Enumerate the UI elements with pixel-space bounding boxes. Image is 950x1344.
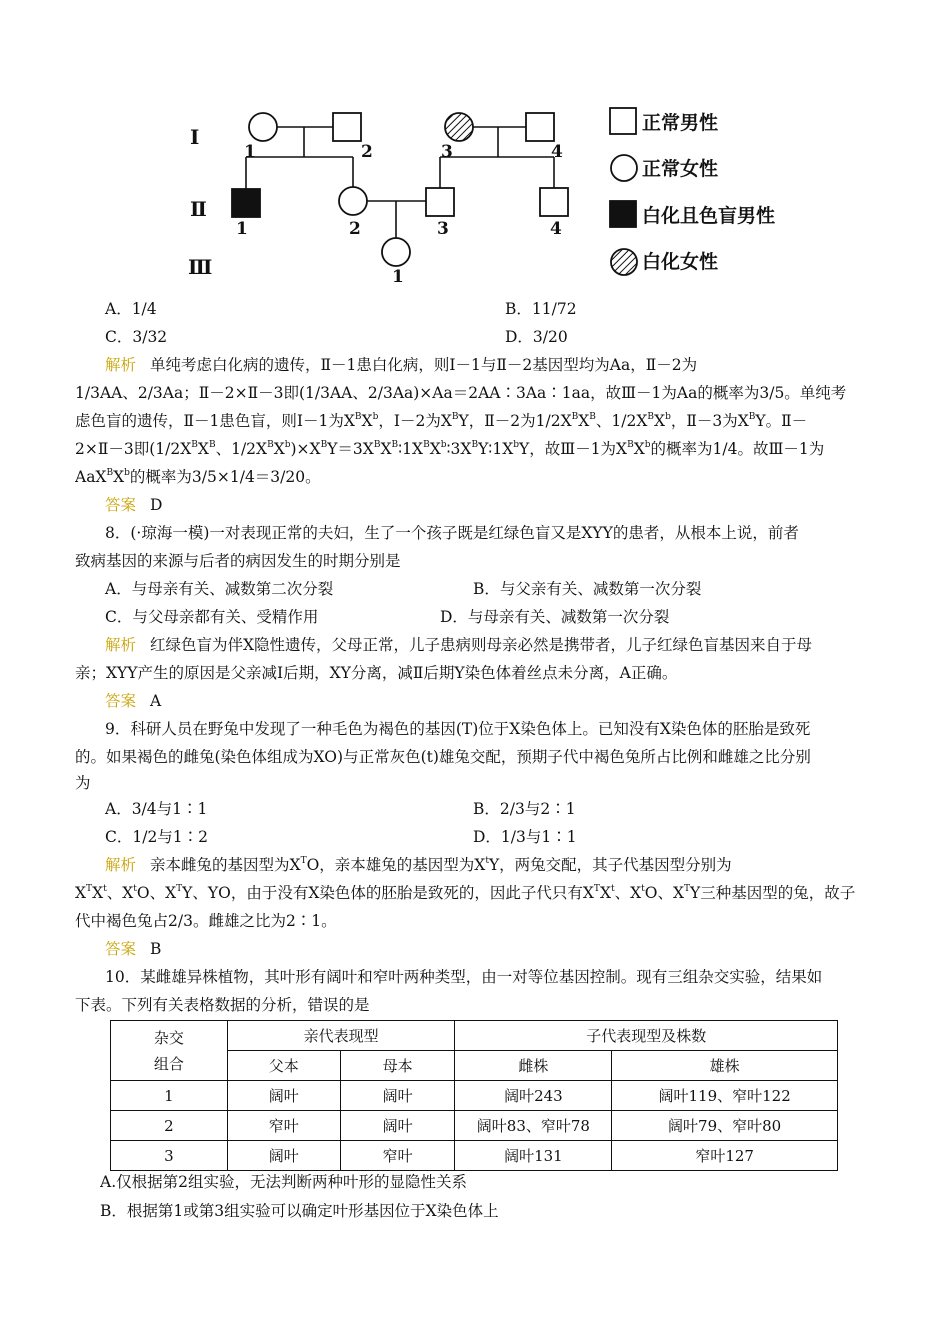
normal-male-symbol [426,188,454,216]
normal-female-symbol [339,187,367,215]
q8-answer-line [105,691,887,711]
gen1-number: 3 [441,142,453,162]
q10-stem-line: 下表。下列有关表格数据的分析，错误的是 [75,996,370,1014]
q9-answer: B [150,940,162,958]
gen1-number: 4 [551,142,563,162]
q8-stem-line: 致病基因的来源与后者的病因发生的时期分别是 [75,552,401,570]
legend-albino-female-icon [611,249,637,275]
table-cell: 阔叶 [227,1141,340,1171]
generation-label-2: Ⅱ [190,197,207,221]
analysis-label: 解析 [105,636,137,654]
q7-analysis-line [105,355,887,375]
header-combo-line: 组合 [153,1054,184,1073]
gen1-number: 1 [244,142,256,162]
q7-option-a: A．1/4 [105,300,157,318]
albino-female-symbol [445,113,473,141]
table-cell: 阔叶83、窄叶78 [455,1111,612,1141]
table-cell: 窄叶 [227,1111,340,1141]
normal-male-symbol [540,188,568,216]
table-row [111,1081,838,1111]
generation-label-1: Ⅰ [190,125,200,149]
q8-option-c: C．与父母亲都有关、受精作用 [105,608,319,626]
normal-female-symbol [249,113,277,141]
table-cell: 阔叶 [227,1081,340,1111]
header-female: 雌株 [455,1051,612,1081]
q8-option-d: D．与母亲有关、减数第一次分裂 [440,608,670,626]
q8-analysis-text: 红绿色盲为伴X隐性遗传，父母正常，儿子患病则母亲必然是携带者，儿子红绿色盲基因来自于母 [150,636,813,654]
legend-affected-male-icon [610,201,636,227]
q9-option-b: B．2/3与2∶1 [473,800,576,818]
q7-option-b: B．11/72 [505,300,577,318]
q9-analysis-text: 亲本雌兔的基因型为$X^TO$，亲本雄兔的基因型为$X^tY$，两兔交配，其子代基因型分别为 [150,855,732,874]
q7-analysis-line: $AaX^BX^b$的概率为3/5×1/4＝3/20。 [75,467,321,486]
q8-analysis-line [105,635,887,655]
analysis-label: 解析 [105,356,137,374]
q9-analysis-line: 代中褐色兔占2/3。雌雄之比为2∶1。 [75,912,337,930]
table-cell: 阔叶79、窄叶80 [612,1111,838,1141]
answer-label: 答案 [105,940,137,958]
q7-analysis-line: 1/3AA、2/3Aa；Ⅱ－2×Ⅱ－3即(1/3AA、2/3Aa)×Aa＝2AA∶3Aa∶1aa，故Ⅲ－1为Aa的概率为3/5。单纯考 [75,384,847,402]
legend-albino-female-label: 白化女性 [642,251,719,273]
q9-stem-line: 的。如果褐色的雌兔(染色体组成为XO)与正常灰色(t)雄兔交配，预期子代中褐色兔所占比例和雌雄之比分别 [75,748,811,766]
q9-stem-line: 为 [75,774,91,792]
table-cell: 阔叶243 [455,1081,612,1111]
table-cell: 窄叶 [340,1141,455,1171]
header-combo-line: 杂交 [153,1028,184,1047]
q10-stem-line: 10．某雌雄异株植物，其叶形有阔叶和窄叶两种类型，由一对等位基因控制。现有三组杂交实验，结果如 [105,968,823,986]
legend-normal-male-icon [610,108,636,134]
table-cell: 阔叶131 [455,1141,612,1171]
q7-analysis-text: 单纯考虑白化病的遗传，Ⅱ－1患白化病，则Ⅰ－1与Ⅱ－2基因型均为Aa，Ⅱ－2为 [150,356,698,374]
gen2-number: 3 [437,219,449,239]
gen1-number: 2 [361,142,373,162]
table-row [111,1111,838,1141]
albino-colorblind-male-symbol [232,189,260,217]
table-row [111,1141,838,1171]
header-mother: 母本 [340,1051,455,1081]
q9-option-a: A．3/4与1∶1 [105,800,208,818]
q7-analysis-line: 虑色盲的遗传，Ⅱ－1患色盲，则Ⅰ－1为$X^BX^b$，Ⅰ－2为$X^BY$，Ⅱ－2为$1/2X^BX^B$、$1/2X^BX^b$，Ⅱ－3为$X^BY$。Ⅱ－ [75,411,808,430]
header-combo [111,1021,228,1081]
table-cell: 窄叶127 [612,1141,838,1171]
table-cell: 2 [111,1111,228,1141]
q9-stem-line: 9．科研人员在野兔中发现了一种毛色为褐色的基因(T)位于X染色体上。已知没有X染色体的胚胎是致死 [105,720,811,738]
table-cell: 阔叶 [340,1111,455,1141]
q9-analysis-line [105,855,887,875]
q9-option-c: C．1/2与1∶2 [105,828,209,846]
header-offspring: 子代表现型及株数 [455,1021,838,1051]
q8-option-a: A．与母亲有关、减数第二次分裂 [105,580,334,598]
table-cell: 3 [111,1141,228,1171]
q9-option-d: D．1/3与1∶1 [473,828,577,846]
generation-label-3: Ⅲ [188,255,213,279]
q10-option-b: B．根据第1或第3组实验可以确定叶形基因位于X染色体上 [100,1202,499,1220]
q9-analysis-line: $X^TX^t$、$X^tO$、$X^TY$、YO，由于没有X染色体的胚胎是致死的，因此子代只有$X^TX^t$、$X^tO$、$X^TY$三种基因型的兔，故子 [75,883,856,902]
legend-affected-male-label: 白化且色盲男性 [642,205,776,227]
table-cell: 阔叶119、窄叶122 [612,1081,838,1111]
answer-label: 答案 [105,692,137,710]
normal-male-symbol [526,113,554,141]
q10-option-a: A.仅根据第2组实验，无法判断两种叶形的显隐性关系 [100,1173,467,1191]
q7-answer-line [105,495,887,515]
normal-female-symbol [382,238,410,266]
gen3-number: 1 [392,267,404,287]
pedigree-chart [170,100,830,290]
q7-analysis-line: 2×Ⅱ－3即($1/2X^BX^B$、$1/2X^BX^b)\times X^BY=3X^BX^B∶1X^BX^b∶3X^BY∶1X^bY$，故Ⅲ－1为$X^BX^b$的概率为1/4。故Ⅲ－1为 [75,439,825,458]
q8-analysis-line: 亲；XYY产生的原因是父亲减Ⅰ后期，XY分离，减Ⅱ后期Y染色体着丝点未分离，A正确。 [75,664,678,682]
q9-answer-line [105,939,887,959]
normal-male-symbol [333,113,361,141]
q8-stem-line: 8．(·琼海一模)一对表现正常的夫妇，生了一个孩子既是红绿色盲又是XYY的患者，从根本上说，前者 [105,524,799,542]
legend-normal-male-label: 正常男性 [642,112,719,134]
header-parent: 亲代表现型 [227,1021,455,1051]
analysis-label: 解析 [105,856,137,874]
q8-option-b: B．与父亲有关、减数第一次分裂 [473,580,702,598]
header-father: 父本 [227,1051,340,1081]
table-cell: 阔叶 [340,1081,455,1111]
q7-option-c: C．3/32 [105,328,168,346]
gen2-number: 1 [236,219,248,239]
gen2-number: 4 [550,219,562,239]
q8-answer: A [150,692,162,710]
header-male: 雄株 [612,1051,838,1081]
q7-answer: D [150,496,163,514]
table-header-row [111,1021,838,1051]
data-table [110,1020,838,1171]
q7-option-d: D．3/20 [505,328,568,346]
legend-normal-female-icon [611,155,637,181]
table-cell: 1 [111,1081,228,1111]
answer-label: 答案 [105,496,137,514]
legend-normal-female-label: 正常女性 [642,158,719,180]
gen2-number: 2 [349,219,361,239]
